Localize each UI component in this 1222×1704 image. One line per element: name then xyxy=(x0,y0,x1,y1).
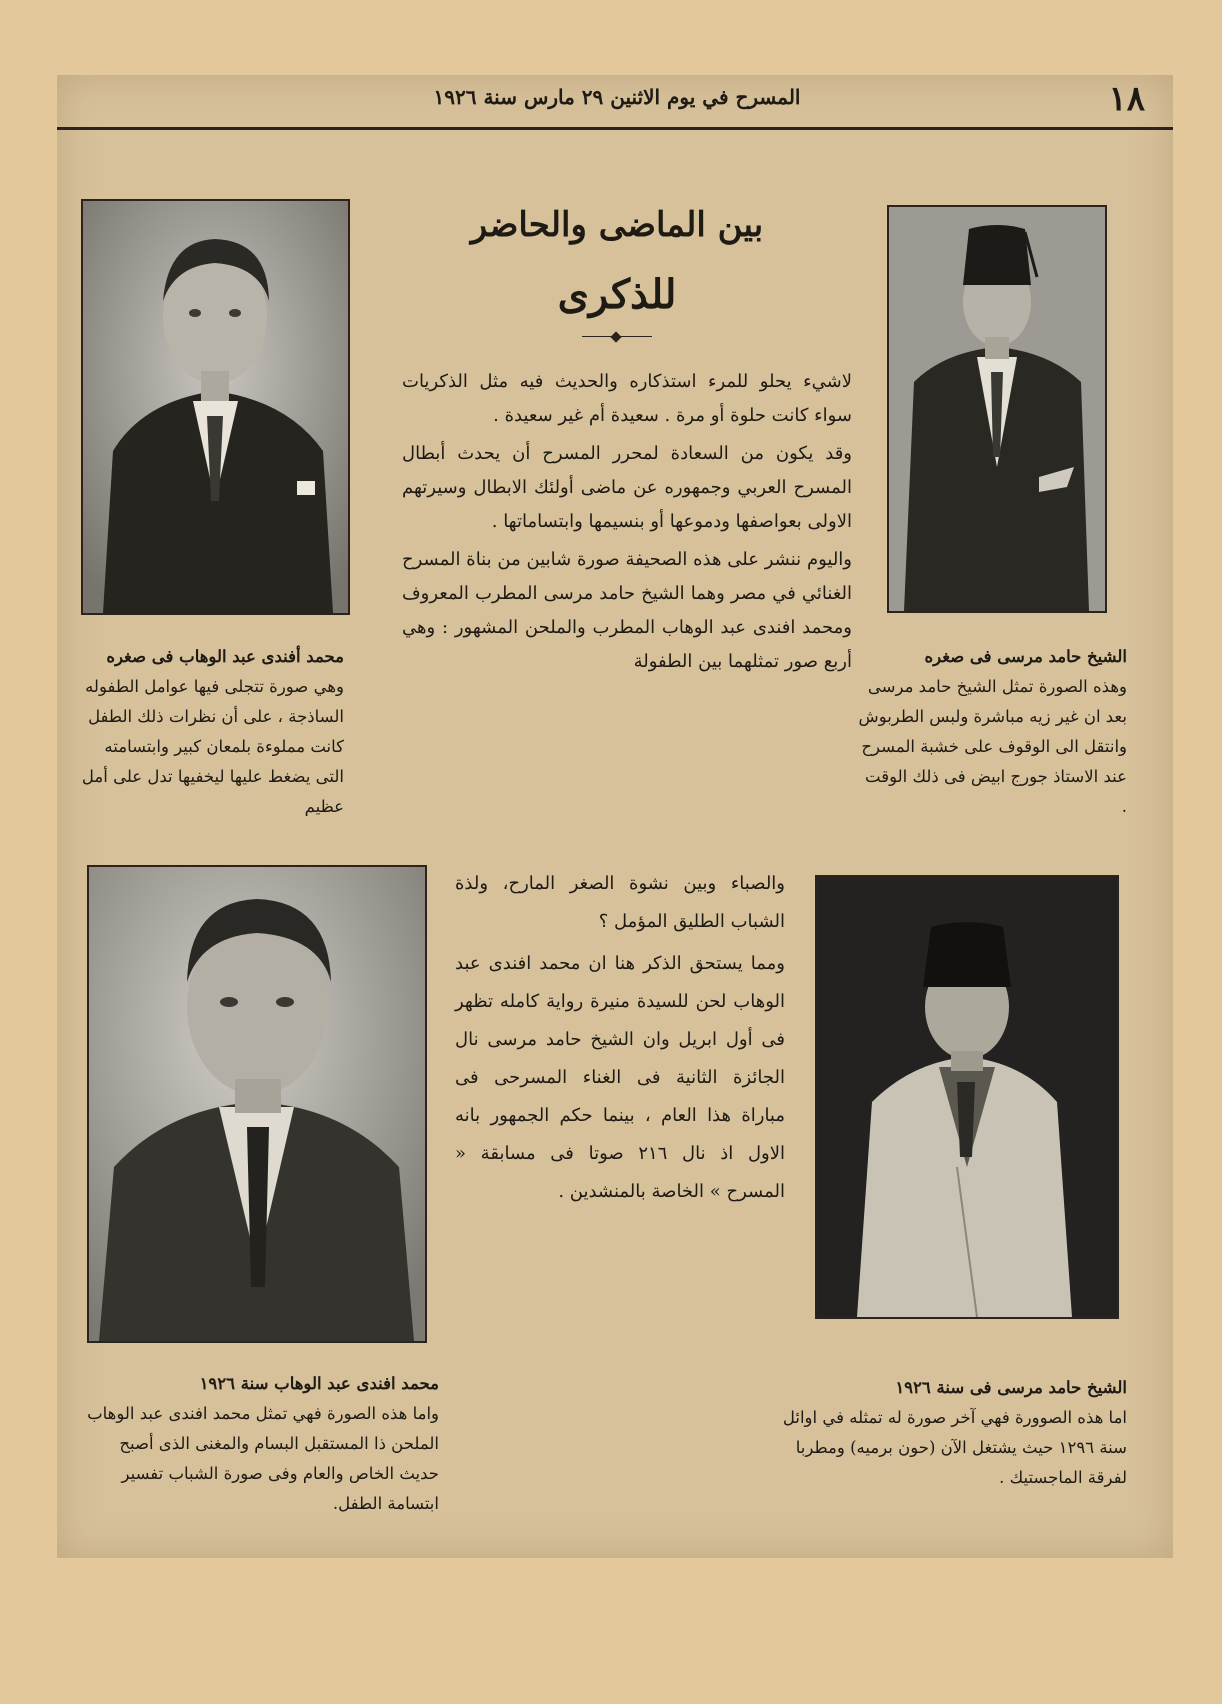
photo-hamed-morsi-1926 xyxy=(815,875,1119,1319)
caption-text: واما هذه الصورة فهي تمثل محمد افندى عبد الوهاب الملحن ذا المستقبل البسام والمغنى الذى أصبح حديث الخاص والعام وفى صورة الشباب تفسير ابتسامة الطفل. xyxy=(87,1404,439,1513)
photo-hamed-morsi-child xyxy=(887,205,1107,613)
page-number: ١٨ xyxy=(1108,79,1145,119)
caption-hamed-morsi-1926 xyxy=(772,1373,1127,1493)
caption-text: اما هذه الصوورة فهي آخر صورة له تمثله في اوائل سنة ١٢٩٦ حيث يشتغل الآن (حون برميه) ومطربا لفرقة الماجستيك . xyxy=(782,1408,1127,1487)
article-paragraph: وقد يكون من السعادة لمحرر المسرح أن يحدث أبطال المسرح العربي وجمهوره عن ماضى أولئك الابطال وسيرتهم الاولى بعواصفها ودموعها أو بنسيمها وابتساماتها . xyxy=(402,443,852,532)
caption-abdelwahab-child xyxy=(79,642,344,822)
article-paragraph: لاشيء يحلو للمرء استذكاره والحديث فيه مثل الذكريات سواء كانت حلوة أو مرة . سعيدة أم غير سعيدة . xyxy=(402,371,852,426)
article-title: بين الماضى والحاضر xyxy=(470,205,764,245)
photo-abdelwahab-1926 xyxy=(87,865,427,1343)
article-heading xyxy=(457,205,777,342)
caption-hamed-morsi-child xyxy=(857,642,1127,822)
title-ornament xyxy=(582,332,652,342)
caption-title: محمد أفندى عبد الوهاب فى صغره xyxy=(106,647,344,666)
article-paragraph: والصباء وبين نشوة الصغر المارح، ولذة الشباب الطليق المؤمل ؟ xyxy=(455,873,785,932)
header-rule xyxy=(57,127,1173,130)
caption-title: الشيخ حامد مرسى فى صغره xyxy=(924,647,1127,666)
caption-title: الشيخ حامد مرسى فى سنة ١٩٢٦ xyxy=(895,1378,1127,1397)
article-body-top xyxy=(402,365,852,683)
caption-text: وهي صورة تتجلى فيها عوامل الطفوله الساذجة ، على أن نظرات ذلك الطفل كانت مملوءة بلمعان كبير وابتسامته التى يضغط عليها ليخفيها تدل على أمل عظيم xyxy=(81,677,344,816)
photo-abdelwahab-child xyxy=(81,199,350,615)
running-head: المسرح في يوم الاثنين ٢٩ مارس سنة ١٩٢٦ xyxy=(433,85,801,109)
article-subtitle: للذكرى xyxy=(557,271,677,318)
article-body-bottom xyxy=(455,865,785,1215)
article-paragraph: واليوم ننشر على هذه الصحيفة صورة شابين من بناة المسرح الغنائي في مصر وهما الشيخ حامد مرسى المطرب المعروف ومحمد افندى عبد الوهاب المطرب والملحن المشهور : وهي أربع صور تمثلهما بين الطفولة xyxy=(402,549,852,672)
newspaper-page xyxy=(57,75,1173,1558)
caption-title: محمد افندى عبد الوهاب سنة ١٩٢٦ xyxy=(199,1374,439,1393)
caption-text: وهذه الصورة تمثل الشيخ حامد مرسى بعد ان غير زيه مباشرة ولبس الطربوش وانتقل الى الوقوف على خشبة المسرح عند الاستاذ جورج ابيض فى ذلك الوقت . xyxy=(858,677,1127,816)
caption-abdelwahab-1926 xyxy=(79,1369,439,1519)
article-paragraph: ومما يستحق الذكر هنا ان محمد افندى عبد الوهاب لحن للسيدة منيرة رواية كامله تظهر فى أول ابريل وان الشيخ حامد مرسى نال الجائزة الثانية فى الغناء المسرحى فى مباراة هذا العام ، بينما حكم الجمهور بانه الاول اذ نال ٢١٦ صوتا فى مسابقة « المسرح » الخاصة بالمنشدين . xyxy=(455,953,785,1202)
